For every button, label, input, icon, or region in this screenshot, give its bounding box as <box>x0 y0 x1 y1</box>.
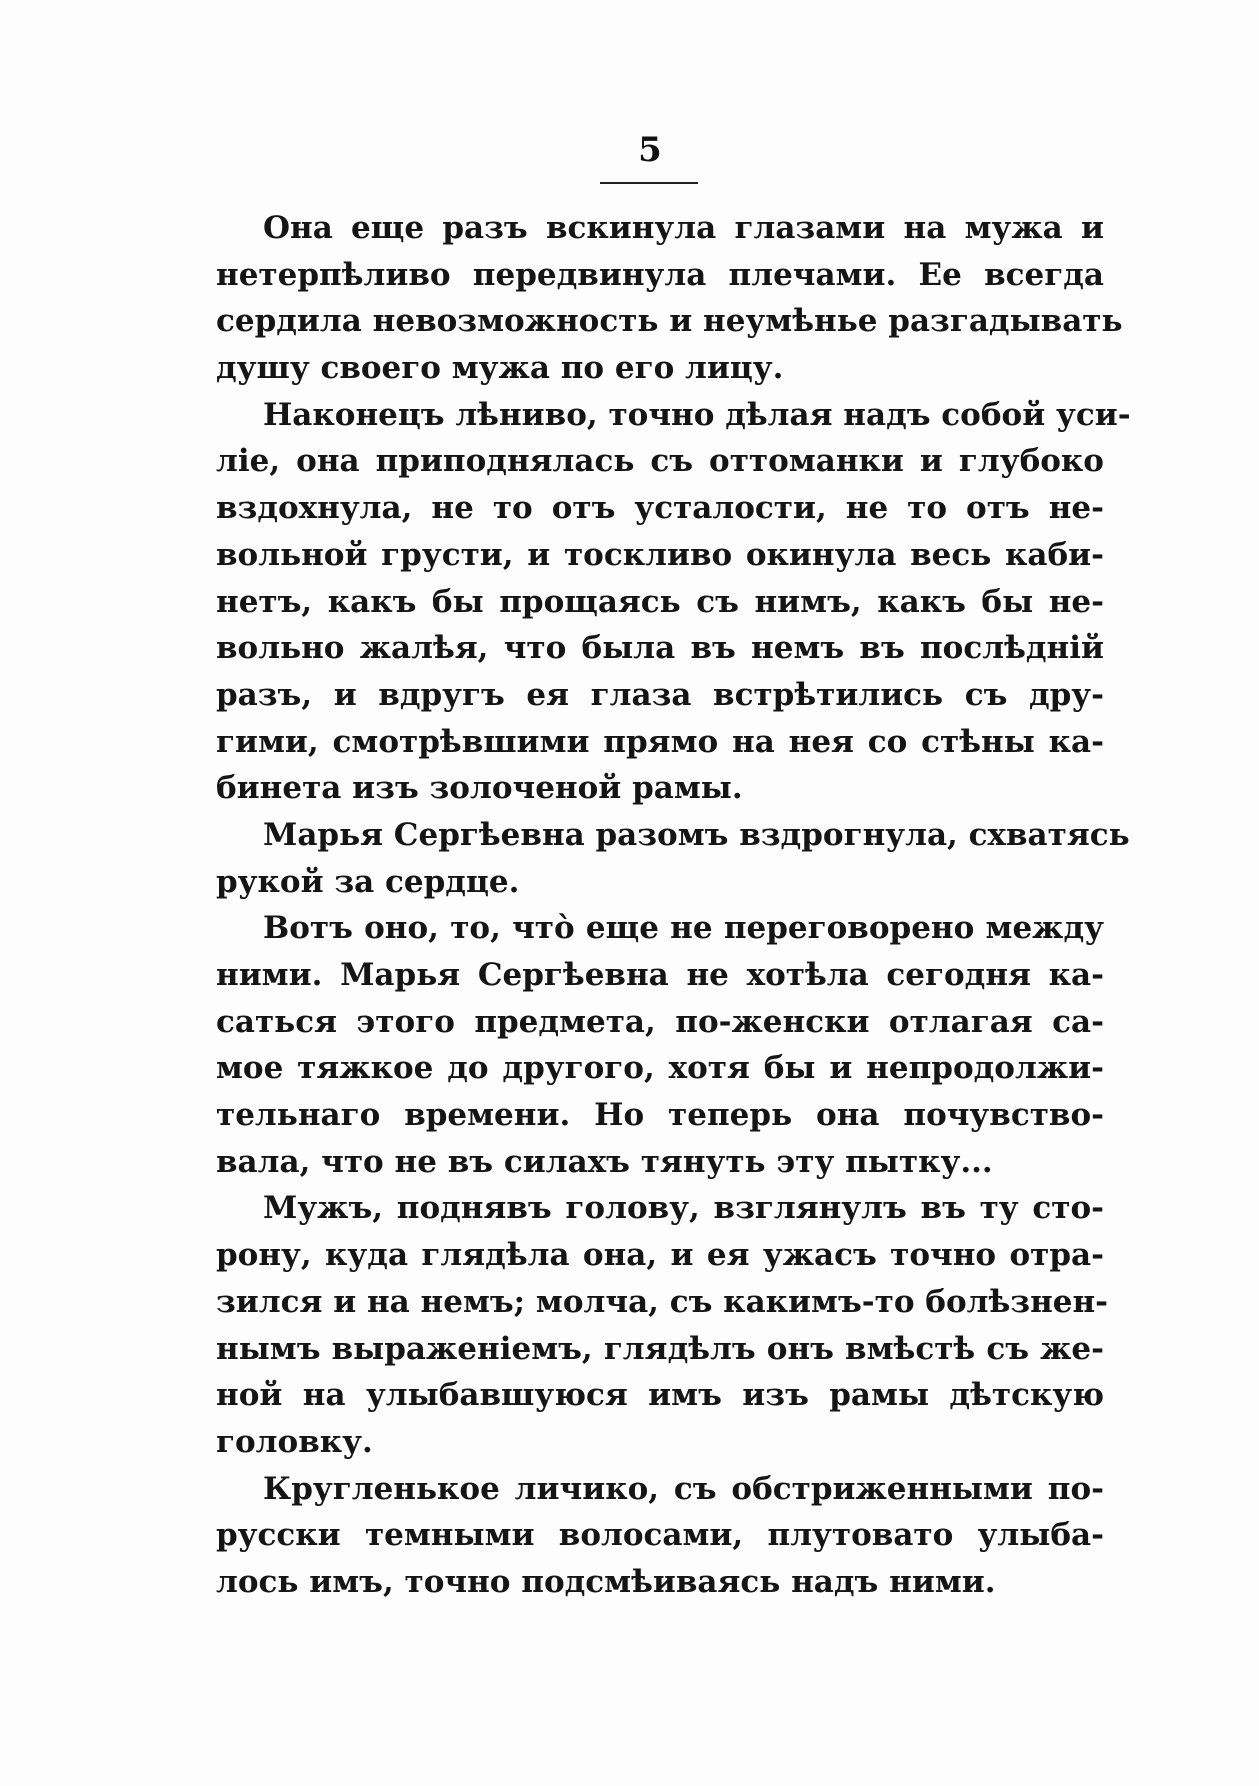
text-line: рукой за сердце. <box>216 863 520 900</box>
text-line: сердила невозможность и неумѣнье разгадывать <box>216 303 1123 340</box>
paragraph <box>216 812 1130 905</box>
paragraph <box>216 1185 1109 1465</box>
text-line: вздохнула, не то отъ усталости, не то отъ не- <box>216 490 1104 527</box>
text-line: нымъ выраженіемъ, глядѣлъ онъ вмѣстѣ съ же- <box>216 1330 1104 1367</box>
text-line: мое тяжкое до другого, хотя бы и непродолжи- <box>216 1050 1104 1087</box>
paragraph <box>216 905 1104 1185</box>
text-line: головку. <box>216 1423 373 1460</box>
text-line: Мужъ, поднявъ голову, взглянулъ въ ту сто- <box>263 1190 1104 1227</box>
page-number-rule <box>600 182 698 184</box>
paragraph <box>216 392 1131 812</box>
text-line: зился и на немъ; молча, съ какимъ-то болѣзнен- <box>216 1283 1109 1320</box>
text-line: вольной грусти, и тоскливо окинула весь каби- <box>216 536 1104 573</box>
text-line: вольно жалѣя, что была въ немъ въ послѣдній <box>216 630 1104 667</box>
paragraph <box>216 1466 1104 1606</box>
text-line: Наконецъ лѣниво, точно дѣлая надъ собой уси- <box>263 396 1131 433</box>
text-line: рону, куда глядѣла она, и ея ужасъ точно отра- <box>216 1237 1104 1274</box>
page-number: 5 <box>638 130 662 170</box>
text-line: нетъ, какъ бы прощаясь съ нимъ, какъ бы не- <box>216 583 1104 620</box>
text-line: нетерпѣливо передвинула плечами. Ее всегда <box>216 256 1104 293</box>
paragraph <box>216 205 1123 392</box>
text-line: ними. Марья Сергѣевна не хотѣла сегодня ка- <box>216 957 1104 993</box>
text-line: саться этого предмета, по-женски отлагая са- <box>216 1003 1104 1040</box>
text-line: русски темными волосами, плутовато улыба- <box>216 1517 1104 1554</box>
text-line: бинета изъ золоченой рамы. <box>216 770 743 807</box>
text-line: душу своего мужа по его лицу. <box>216 350 784 387</box>
text-line: Она еще разъ вскинула глазами на мужа и <box>263 210 1104 246</box>
text-line: разъ, и вдругъ ея глаза встрѣтились съ дру- <box>216 676 1104 713</box>
text-line: Марья Сергѣевна разомъ вздрогнула, схватясь <box>263 816 1130 853</box>
text-line: лось имъ, точно подсмѣиваясь надъ ними. <box>216 1563 996 1600</box>
text-line: ной на улыбавшуюся имъ изъ рамы дѣтскую <box>216 1377 1104 1414</box>
text-line: Кругленькое личико, съ обстриженными по- <box>263 1470 1104 1507</box>
text-line: тельнаго времени. Но теперь она почувство- <box>216 1097 1104 1134</box>
text-line: вала, что не въ силахъ тянуть эту пытку... <box>216 1143 993 1180</box>
body-text <box>216 205 1131 1606</box>
text-line: Вотъ оно, то, что̀ еще не переговорено между <box>263 910 1104 947</box>
text-line: ліе, она приподнялась съ оттоманки и глубоко <box>216 443 1104 480</box>
text-line: гими, смотрѣвшими прямо на нея со стѣны ка- <box>216 723 1104 760</box>
